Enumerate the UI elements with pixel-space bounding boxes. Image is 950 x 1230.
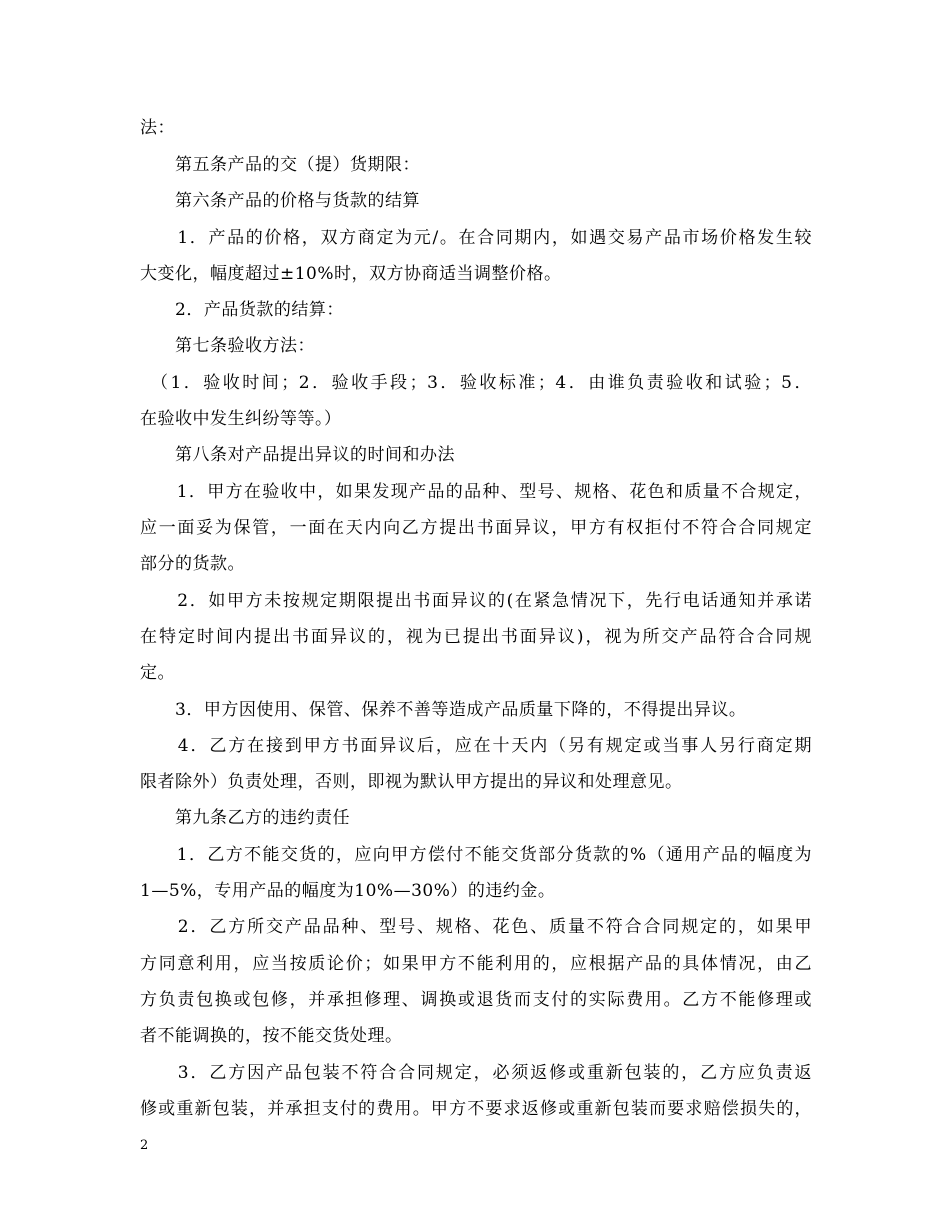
page-number: 2 [140,1138,149,1153]
text-line: 2．产品货款的结算： [140,300,344,320]
text-line: 3．甲方因使用、保管、保养不善等造成产品质量下降的，不得提出异议。 [140,700,747,720]
text-line: （1．验收时间；2．验收手段；3．验收标准；4．由谁负责验收和试验；5． [140,373,812,393]
text-line: 限者除外）负责处理，否则，即视为默认甲方提出的异议和处理意见。 [140,772,683,792]
text-line: 定。 [140,663,175,683]
text-line: 应一面妥为保管，一面在天内向乙方提出书面异议，甲方有权拒付不符合合同规定 [140,518,812,538]
text-line: 1．甲方在验收中，如果发现产品的品种、型号、规格、花色和质量不合规定， [140,482,812,502]
text-line: 部分的货款。 [140,554,245,574]
text-line: 修或重新包装，并承担支付的费用。甲方不要求返修或重新包装而要求赔偿损失的， [140,1099,812,1119]
article-9-heading: 第九条乙方的违约责任 [140,808,350,828]
text-line: 1—5%，专用产品的幅度为10%—30%）的违约金。 [140,881,556,901]
text-line: 2．如甲方未按规定期限提出书面异议的(在紧急情况下，先行电话通知并承诺 [140,591,812,611]
text-line: 者不能调换的，按不能交货处理。 [140,1026,403,1046]
text-line: 在特定时间内提出书面异议的，视为已提出书面异议)，视为所交产品符合合同规 [140,627,812,647]
text-line: 方同意利用，应当按质论价；如果甲方不能利用的，应根据产品的具体情况，由乙 [140,954,812,974]
text-line: 方负责包换或包修，并承担修理、调换或退货而支付的实际费用。乙方不能修理或 [140,990,812,1010]
text-line: 3．乙方因产品包装不符合合同规定，必须返修或重新包装的，乙方应负责返 [140,1063,812,1083]
text-line: 在验收中发生纠纷等等。） [140,409,342,429]
text-line: 1．产品的价格，双方商定为元/。在合同期内，如遇交易产品市场价格发生较 [140,228,812,248]
text-line: 1．乙方不能交货的，应向甲方偿付不能交货部分货款的%（通用产品的幅度为 [140,845,812,865]
text-line: 大变化，幅度超过±10%时，双方协商适当调整价格。 [140,264,562,284]
article-7-heading: 第七条验收方法： [140,336,315,356]
article-5-heading: 第五条产品的交（提）货期限： [140,155,420,175]
text-line: 4．乙方在接到甲方书面异议后，应在十天内（另有规定或当事人另行商定期 [140,736,812,756]
text-line: 法： [140,118,175,138]
article-6-heading: 第六条产品的价格与货款的结算 [140,191,420,211]
article-8-heading: 第八条对产品提出异议的时间和办法 [140,445,455,465]
text-line: 2．乙方所交产品品种、型号、规格、花色、质量不符合合同规定的，如果甲 [140,917,812,937]
